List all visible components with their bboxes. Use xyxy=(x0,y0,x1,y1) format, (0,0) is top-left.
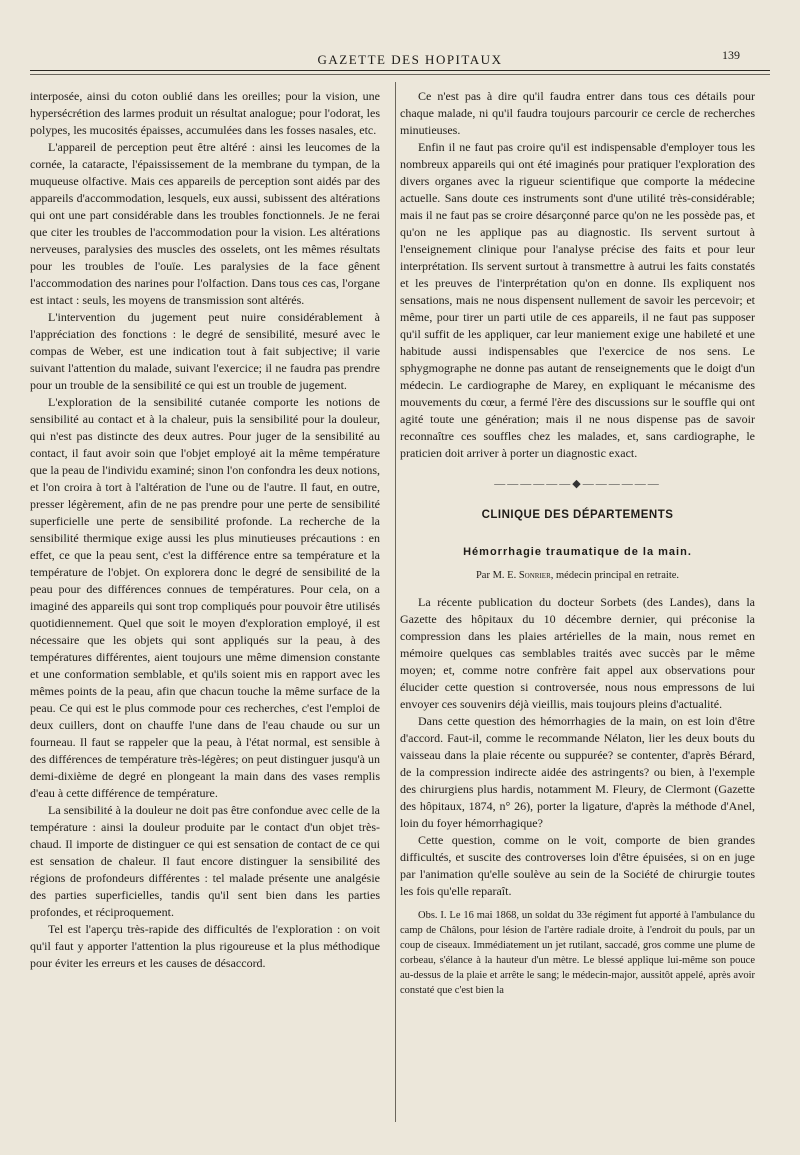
byline-author: Sonrier, xyxy=(518,570,554,581)
page-number: 139 xyxy=(722,48,740,62)
byline xyxy=(400,567,755,584)
paragraph: Dans cette question des hémorrhagies de la main, on est loin d'être d'accord. Faut-il, comme le recommande Nélaton, lier les deux bouts du vaisseau dans la plaie récente ou suppurée? se contenter, d'après Bérard, de la compression indirecte aidée des astringents? ou bien, à l'exemple des chirurgiens plus hardis, notamment M. Fleury, de Clermont (Gazette des hôpitaux, 1874, n° 26), porter la ligature, d'après la méthode d'Anel, loin du foyer hémorrhagique? xyxy=(400,714,755,830)
section-title: CLINIQUE DES DÉPARTEMENTS xyxy=(481,509,674,521)
byline-prefix: Par M. E. xyxy=(475,570,517,581)
paragraph: La sensibilité à la douleur ne doit pas être confondue avec celle de la température : ainsi la douleur produite par le contact d'un objet très-chaud. Il importe de distinguer ce qui est sensation de contact de ce qui est sensation de chaleur. Il faut encore distinguer la sensibilité des régions de profondeurs différentes : tel malade présente une analgésie des parties superficielles, tandis qu'il sent bien dans les parties profondes, et réciproquement. xyxy=(30,803,380,919)
byline-suffix: médecin principal en retraite. xyxy=(556,570,680,581)
observation-text: Obs. I. Le 16 mai 1868, un soldat du 33e régiment fut apporté à l'ambulance du camp de Châlons, pour lésion de l'artère radiale droite, à l'endroit du pouls, par un coup de ciseaux. Immédiatement un jet rutilant, saccadé, gros comme une plume de corbeau, s'élance à la hauteur d'un mètre. Le blessé applique lui-même son pouce au-dessus de la plaie et arrête le sang; le médecin-major, aussitôt appelé, après avoir constaté que c'est bien la xyxy=(400,910,755,996)
header-rule-thin xyxy=(30,74,770,75)
section-ornament: ——————◆—————— xyxy=(494,478,661,490)
running-title: GAZETTE DES HOPITAUX xyxy=(317,52,503,67)
column-divider xyxy=(395,82,396,1122)
paragraph: Ce n'est pas à dire qu'il faudra entrer dans tous ces détails pour chaque malade, ni qu'il faudra toujours parcourir ce cercle de recherches minutieuses. xyxy=(400,89,755,137)
observation-block xyxy=(400,908,755,998)
paragraph: Tel est l'aperçu très-rapide des difficultés de l'exploration : on voit qu'il faut y apporter l'attention la plus rigoureuse et la plus méthodique pour éviter les erreurs et les causes de désaccord. xyxy=(30,922,380,970)
paragraph: L'appareil de perception peut être altéré : ainsi les leucomes de la cornée, la cataracte, l'épaississement de la membrane du tympan, de la muqueuse olfactive. Mais ces appareils de perception sont aidés par des appareils d'accommodation, lesquels, eux aussi, subissent des altérations qui ont une part considérable dans les troubles fonctionnels. Je ne ferai que citer les troubles de l'accommodation pour la vision. Les altérations nerveuses, paralysies des muscles des osselets, ont les mêmes résultats pour les troubles de l'ouïe. Les paralysies de la face gênent l'accommodation des narines pour l'olfaction. Dans tous ces cas, l'organe est intact : seuls, les moyens de transmission sont altérés. xyxy=(30,140,380,307)
paragraph: La récente publication du docteur Sorbets (des Landes), dans la Gazette des hôpitaux du 10 décembre dernier, qui préconise la compression dans les plaies artérielles de la main, nous remet en mémoire quelques cas semblables traités avec succès par le même moyen; et, comme notre confrère fait appel aux observations pour élucider cette question si controversée, nous nous empressons de lui envoyer ces souvenirs déjà vieillis, mais toujours pleins d'actualité. xyxy=(400,595,755,711)
left-column xyxy=(30,88,380,972)
article-title: Hémorrhagie traumatique de la main. xyxy=(463,546,692,558)
paragraph: interposée, ainsi du coton oublié dans les oreilles; pour la vision, une hypersécrétion des larmes produit un résultat analogue; pour l'odorat, les polypes, les mucosités épaisses, accumulées dans les fosses nasales, etc. xyxy=(30,89,380,137)
header-rule xyxy=(30,70,770,71)
paragraph: Enfin il ne faut pas croire qu'il est indispensable d'employer tous les nombreux appareils qui ont été imaginés pour pratiquer l'exploration des divers organes avec la rigueur scientifique que comporte la médecine actuelle. Sans doute ces instruments sont d'une utilité très-considérable; mais il ne faut pas se croire désarçonné parce qu'on ne les possède pas, et qu'on ne les applique pas au diagnostic. Ils servent surtout à l'enseignement clinique pour l'analyse précise des faits et pour leur interprétation. Ils servent surtout à transmettre à autrui les faits constatés et les preuves de l'interprétation qu'on en donne. Ils expliquent nos sensations, mais ne nous dispensent nullement de savoir les percevoir; et même, pour tirer un parti utile de ces appareils, il ne faut pas supposer qu'il suffit de les appliquer, car leur maniement exige une habileté et une habitude aussi indispensables que l'exercice de nos sens. Le sphygmographe ne donne pas autant de renseignements que le doigt d'un médecin. Le cardiographe de Marey, en expliquant le mécanisme des mouvements du cœur, a fermé l'ère des discussions sur le souffle qui ont agité toute une génération; mais il ne nous dispense pas de savoir reconnaître ces souffles chez les malades, et, sans cardiographe, le praticien doit arriver à porter un diagnostic exact. xyxy=(400,140,755,460)
right-column xyxy=(400,88,755,998)
paragraph: L'exploration de la sensibilité cutanée comporte les notions de sensibilité au contact et à la chaleur, puis la sensibilité pour la douleur, qui n'est pas distincte des deux autres. Pour juger de la sensibilité au contact, il faut avoir soin que l'objet employé ait la même température que la peau de l'individu examiné; sinon l'on confondra les deux notions, et l'on croira à tort à l'altération de l'une ou de l'autre. Il faut, en outre, presser légèrement, afin de ne pas prendre pour une perte de sensibilité superficielle une perte de sensibilité profonde. La recherche de la sensibilité thermique exige aussi les plus minutieuses précautions : en effet, ce que la peau sent, c'est la différence entre sa température et la température de l'objet. On explorera donc le degré de sensibilité de la peau pour des différences connues de températures. Pour cela, on a imaginé des appareils qui sont trop compliqués pour pouvoir être utilisés quotidiennement. Quel que soit le moyen d'exploration employé, il est nécessaire que les objets qui sont appliqués sur la peau, à des températures différentes, aient toujours une même dimension constante et une conformation semblable, et qu'ils soient mis en rapport avec les mêmes points de la peau, afin que chacun touche la même surface de la peau. Ce qui est le plus commode pour ces recherches, c'est l'emploi de deux cuillers, dont on chauffe l'une dans de l'eau chaude ou sur un fourneau. Il faut se rappeler que la peau, à l'état normal, est sensible à des différences de température très-légères; on peut distinguer jusqu'à un demi-dixième de degré en plongeant la main dans des vases remplis d'eau à cette différence de température. xyxy=(30,395,380,800)
paragraph: Cette question, comme on le voit, comporte de bien grandes difficultés, et suscite des controverses loin d'être épuisées, si on en juge par l'animation qu'elle soulève au sein de la Société de chirurgie toutes les fois qu'elle reparaît. xyxy=(400,833,755,898)
paragraph: L'intervention du jugement peut nuire considérablement à l'appréciation des fonctions : le degré de sensibilité, mesuré avec le compas de Weber, est une indication tout à fait subjective; il varie suivant l'attention du malade, suivant l'exercice; il ne faudra pas prendre pour un trouble de la sensibilité ce qui est un trouble de jugement. xyxy=(30,310,380,392)
